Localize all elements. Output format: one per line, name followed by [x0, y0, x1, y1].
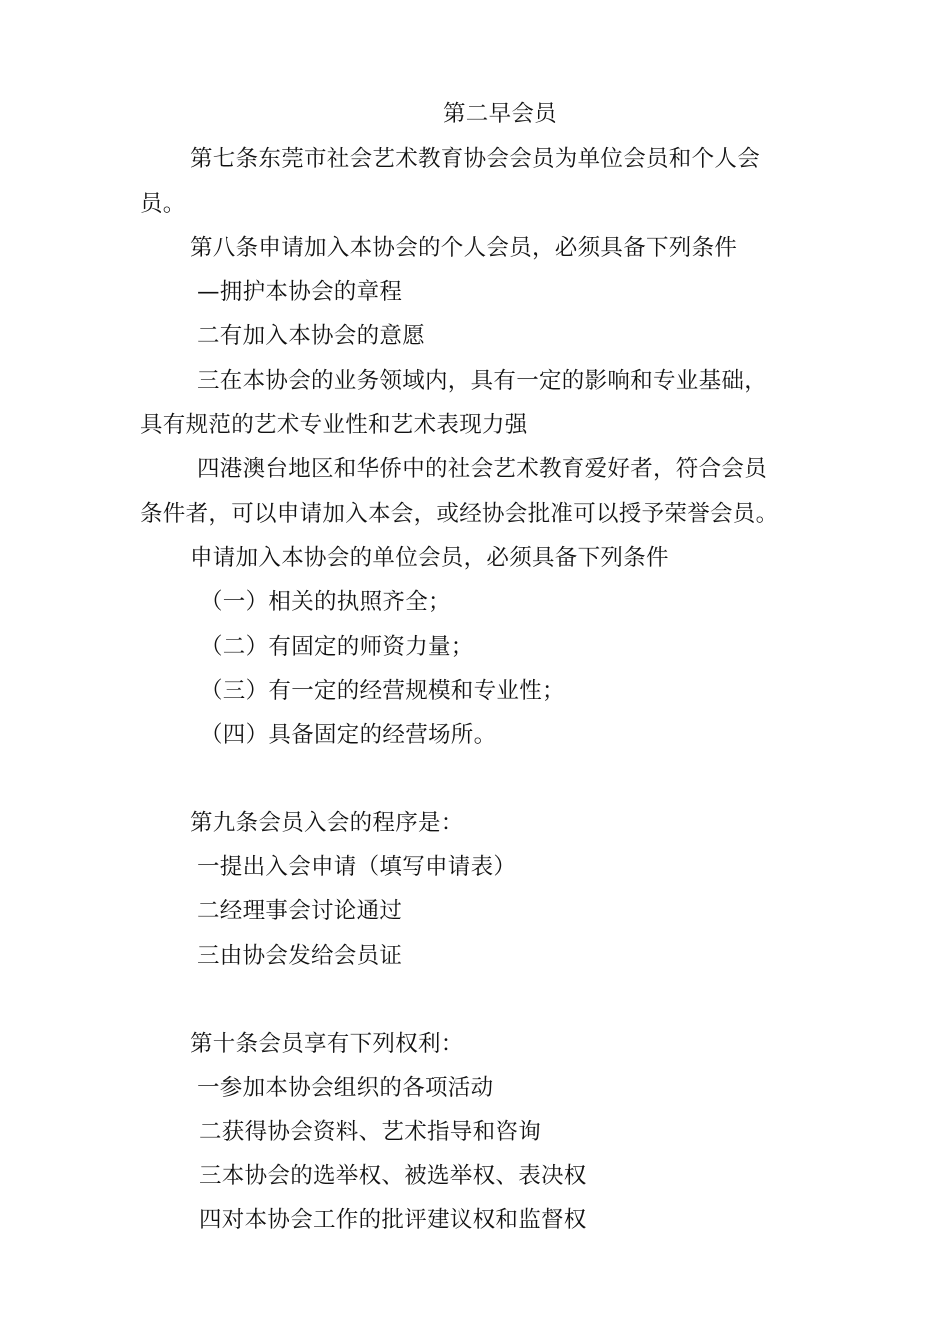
unit-member-item-1: （一）相关的执照齐全； — [200, 589, 451, 615]
article-9-item-2: 二经理事会讨论通过 — [197, 898, 403, 924]
article-9-item-1: 一提出入会申请（填写申请表） — [197, 854, 517, 880]
article-9-item-3: 三由协会发给会员证 — [197, 943, 403, 969]
article-10-item-1: 一参加本协会组织的各项活动 — [197, 1075, 494, 1101]
article-7-line-2: 员。 — [140, 191, 186, 217]
article-8-item-1: —拥护本协会的章程 — [197, 279, 403, 305]
unit-member-item-4: （四）具备固定的经营场所。 — [200, 722, 497, 748]
article-7-line-1: 第七条东莞市社会艺术教育协会会员为单位会员和个人会 — [190, 146, 761, 172]
article-8-item-4: 四港澳台地区和华侨中的社会艺术教育爱好者，符合会员 — [197, 456, 768, 482]
article-8-item-4-cont: 条件者，可以申请加入本会，或经协会批准可以授予荣誉会员。 — [140, 501, 779, 527]
article-10-item-2: 二获得协会资料、艺术指导和咨询 — [199, 1119, 542, 1145]
article-8-heading: 第八条申请加入本协会的个人会员，必须具备下列条件 — [190, 235, 738, 261]
unit-member-item-3: （三）有一定的经营规模和专业性； — [200, 678, 565, 704]
article-10-heading: 第十条会员享有下列权利： — [190, 1031, 464, 1057]
unit-member-heading: 申请加入本协会的单位会员，必须具备下列条件 — [190, 545, 669, 571]
article-9-heading: 第九条会员入会的程序是： — [190, 810, 464, 836]
article-8-item-3: 三在本协会的业务领域内，具有一定的影响和专业基础， — [197, 368, 768, 394]
unit-member-item-2: （二）有固定的师资力量； — [200, 634, 474, 660]
chapter-title: 第二早会员 — [442, 101, 557, 127]
article-8-item-3-cont: 具有规范的艺术专业性和艺术表现力强 — [140, 412, 528, 438]
article-10-item-4: 四对本协会工作的批评建议权和监督权 — [199, 1207, 587, 1233]
article-8-item-2: 二有加入本协会的意愿 — [197, 323, 426, 349]
article-10-item-3: 三本协会的选举权、被选举权、表决权 — [199, 1163, 587, 1189]
